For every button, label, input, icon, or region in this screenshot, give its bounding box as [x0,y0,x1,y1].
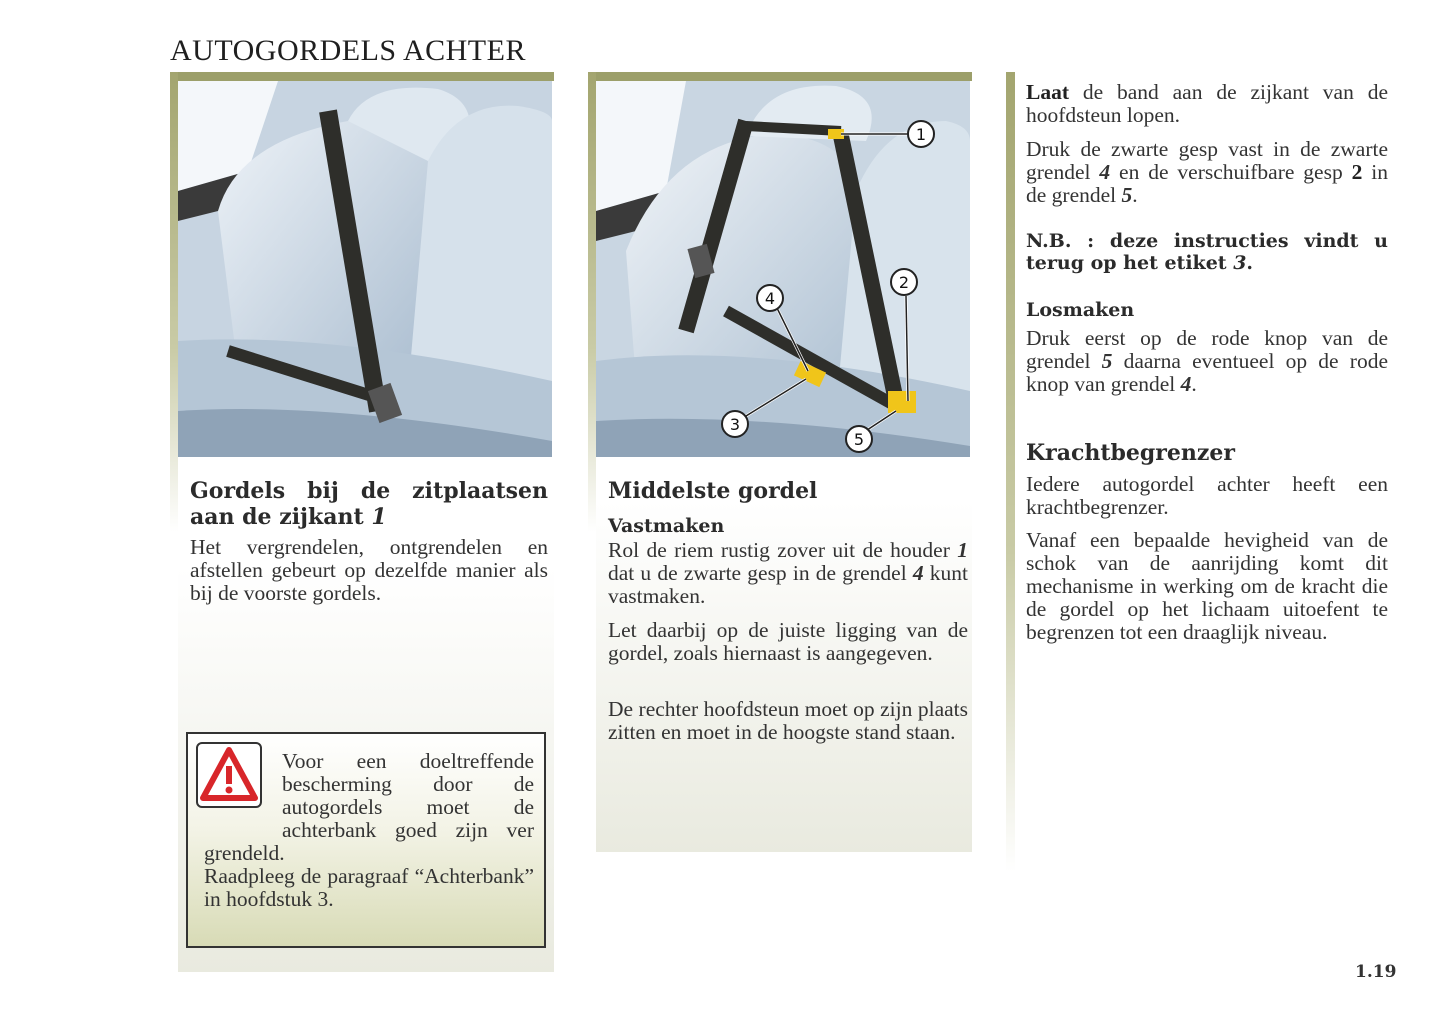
callout-1 [908,121,934,147]
position-paragraph: Let daarbij op de juiste ligging van de gordel, zoals hiernaast is aangegeven. [608,618,968,665]
right-column-rule [1006,72,1015,872]
page-title: AUTOGORDELS ACHTER [170,34,526,67]
svg-text:3: 3 [729,415,741,434]
release-heading: Losmaken [1026,299,1135,321]
route-belt-paragraph: Laat de band aan de zijkant van de hoofdsteun lopen. [1026,80,1388,127]
fasten-paragraph: Rol de riem rustig zover uit de houder 1 dat u de zwarte gesp in de grendel 4 kunt vastmaken. [608,538,968,608]
callout-3 [722,411,748,437]
headrest-paragraph: De rechter hoofdsteun moet op zijn plaats zitten en moet in de hoogste stand staan. [608,697,968,744]
middle-column-top-border [588,72,972,81]
left-column-top-border [170,72,554,81]
side-seats-heading: Gordels bij de zitplaatsen aan de zijkant 1 [190,478,548,530]
middle-belt-heading: Middelste gordel [608,478,818,504]
svg-text:2: 2 [898,273,910,292]
middle-column-rule [588,72,596,532]
side-seats-body: Het vergrendelen, ontgrendelen en afstellen gebeurt op dezelfde manier als bij de voorste gordels. [190,535,548,605]
svg-text:4: 4 [764,289,776,308]
callout-4 [757,285,783,311]
left-column-rule [170,72,178,532]
fasten-heading: Vastmaken [608,515,725,537]
force-limiter-explanation: Vanaf een bepaalde hevigheid van de schok van de aanrijding komt dit mechanisme in werking om de kracht die de gordel op het lichaam uitoefent te begrenzen tot een draaglijk niveau. [1026,528,1388,644]
warning-box [186,732,546,948]
svg-text:1: 1 [915,125,927,144]
svg-text:5: 5 [853,430,865,449]
force-limiter-intro: Iedere autogordel achter heeft een krachtbegrenzer. [1026,472,1388,519]
nb-note: N.B. : deze instructies vindt u terug op het etiket 3. [1026,230,1388,274]
callout-2 [891,269,917,295]
release-paragraph: Druk eerst op de rode knop van de grendel 5 daarna eventueel op de rode knop van grendel 4. [1026,326,1388,396]
press-buckle-paragraph: Druk de zwarte gesp vast in de zwarte grendel 4 en de verschuifbare gesp 2 in de grendel 5. [1026,137,1388,207]
warning-text: Voor een doeltreffende bescherming door de autogordels moet de achterbank goed zijn ver grendeld. Raadpleeg de paragraaf “Achterbank” in hoofdstuk 3. [204,749,534,911]
side-seats-photo [178,81,552,457]
callout-5 [846,426,872,452]
middle-seat-photo [596,81,970,457]
page-number: 1.19 [1355,962,1397,982]
force-limiter-heading: Krachtbegrenzer [1026,440,1235,466]
